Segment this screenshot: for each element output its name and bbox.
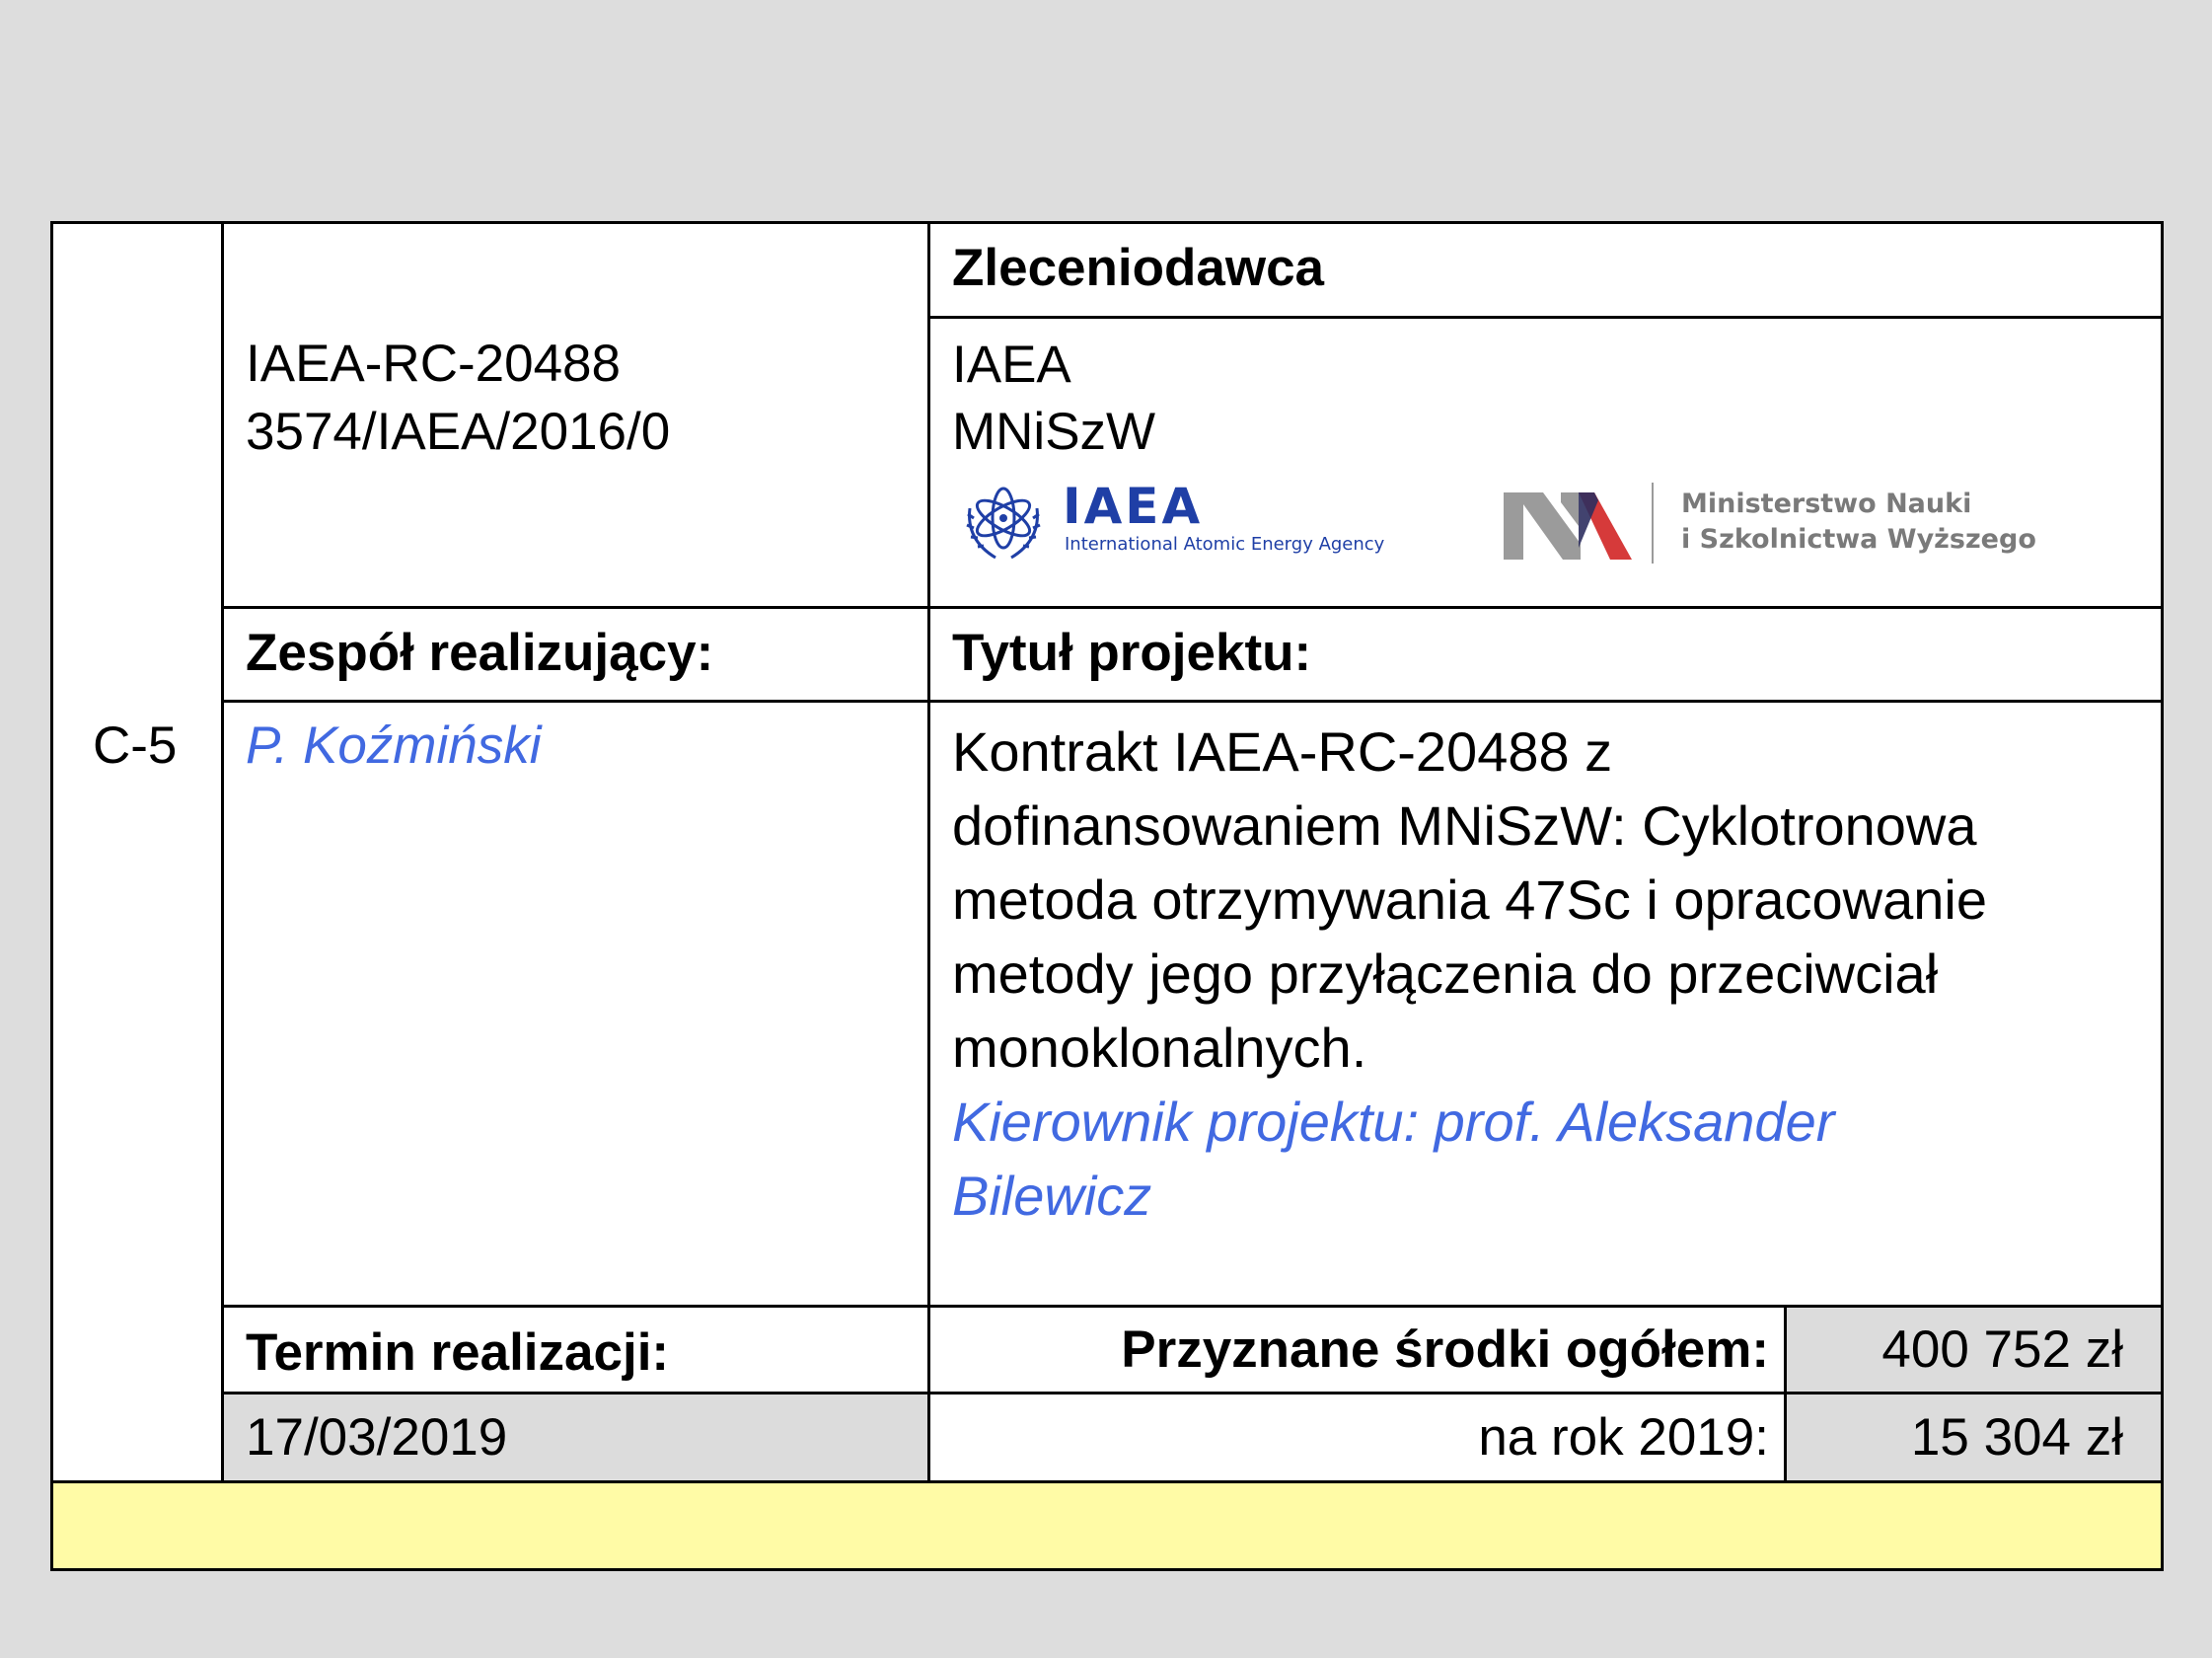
iaea-emblem-icon <box>956 479 1051 565</box>
project-title-line: Kontrakt IAEA-RC-20488 z <box>952 720 1613 783</box>
footer-bar <box>53 1483 2161 1568</box>
client-header: Zleceniodawca <box>952 239 1325 297</box>
divider <box>221 224 224 1483</box>
project-title-line: metody jego przyłączenia do przeciwciał <box>952 942 1939 1005</box>
project-card <box>50 221 2164 1571</box>
total-funds-label: Przyznane środki ogółem: <box>1121 1320 1769 1379</box>
year-funds-value: 15 304 zł <box>1910 1408 2123 1467</box>
project-title-line: dofinansowaniem MNiSzW: Cyklotronowa <box>952 794 1977 857</box>
divider <box>927 224 930 1483</box>
row-code: C-5 <box>93 716 178 775</box>
divider <box>221 606 2161 609</box>
team-members: P. Koźmiński <box>246 716 542 775</box>
project-manager-line: Bilewicz <box>952 1165 1152 1227</box>
iaea-logo-name: IAEA <box>1063 478 1204 535</box>
ministry-logo-line2: i Szkolnictwa Wyższego <box>1681 524 2036 555</box>
project-title-line: monoklonalnych. <box>952 1017 1367 1079</box>
divider <box>221 1305 2161 1308</box>
ministry-emblem-icon <box>1504 489 1632 564</box>
year-funds-label: na rok 2019: <box>1478 1408 1769 1467</box>
deadline-header: Termin realizacji: <box>246 1323 670 1382</box>
deadline-date: 17/03/2019 <box>246 1408 508 1467</box>
iaea-logo-subtitle: International Atomic Energy Agency <box>1065 534 1385 555</box>
divider <box>927 316 2161 319</box>
client-name: IAEA <box>952 336 1071 394</box>
team-header: Zespół realizujący: <box>246 624 714 682</box>
contract-number: IAEA-RC-20488 <box>246 335 622 393</box>
divider <box>221 700 2161 703</box>
iaea-logo <box>956 479 1430 567</box>
client-name: MNiSzW <box>952 403 1156 461</box>
divider <box>53 1480 2161 1483</box>
ministry-logo <box>1504 483 2056 567</box>
project-manager-line: Kierownik projektu: prof. Aleksander <box>952 1091 1835 1153</box>
logo-separator <box>1652 483 1654 564</box>
divider <box>221 1392 2161 1394</box>
ministry-logo-line1: Ministerstwo Nauki <box>1681 489 1972 519</box>
project-title-line: metoda otrzymywania 47Sc i opracowanie <box>952 868 1987 931</box>
total-funds-value: 400 752 zł <box>1881 1320 2123 1379</box>
project-header: Tytuł projektu: <box>952 624 1312 682</box>
contract-number: 3574/IAEA/2016/0 <box>246 403 671 461</box>
